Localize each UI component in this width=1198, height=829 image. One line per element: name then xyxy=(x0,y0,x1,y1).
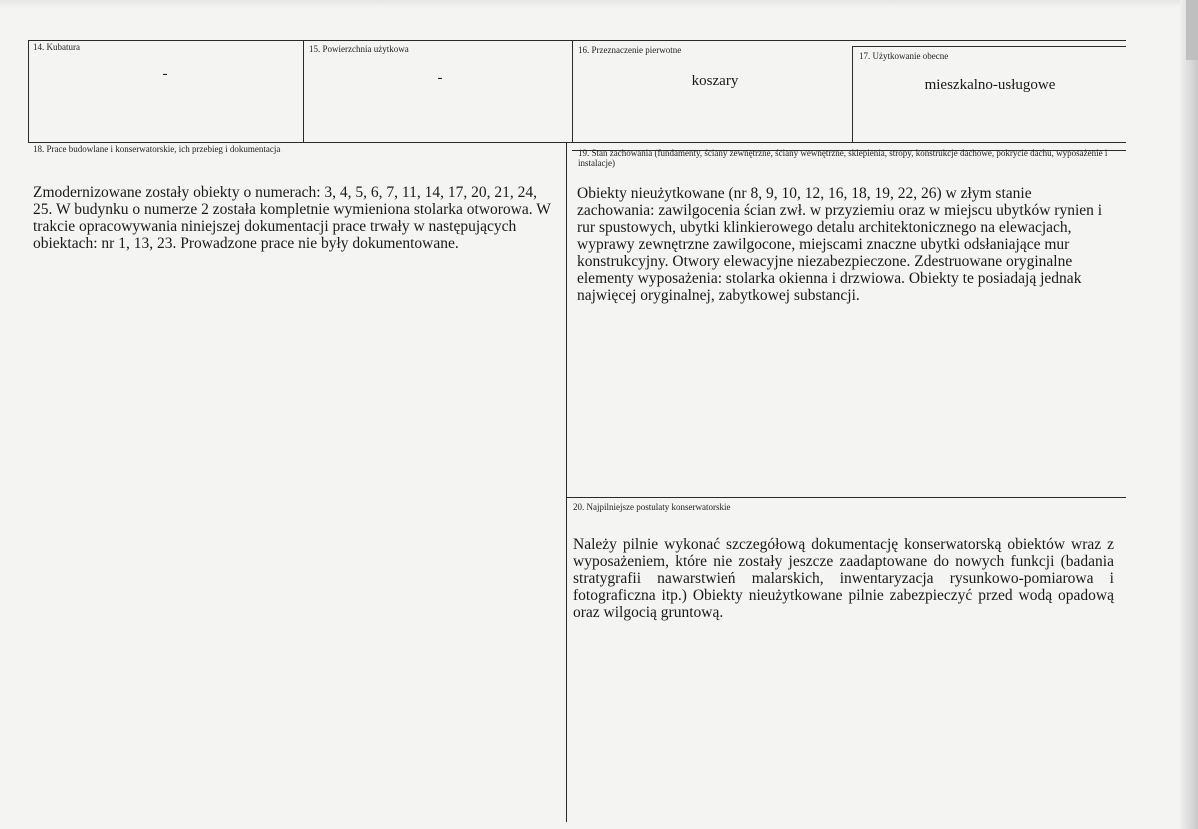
field-label-prace: 18. Prace budowlane i konserwatorskie, ich przebieg i dokumentacja xyxy=(33,144,281,154)
field-value-powierzchnia: - xyxy=(437,70,443,86)
field-text-prace: Zmodernizowane zostały obiekty o numerach: 3, 4, 5, 6, 7, 11, 14, 17, 20, 21, 24, 25. W budynku o numerze 2 została kompletnie wymieniona stolarka otworowa. W trakcie opracowywania niniejszej dokumentacji prace trwały w następujących obiektach: nr 1, 13, 23. Prowadzone prace nie były dokumentowane. xyxy=(33,184,551,252)
field-label-kubatura: 14. Kubatura xyxy=(33,42,80,52)
scan-edge-top xyxy=(0,0,1198,8)
grid-line-center xyxy=(566,142,567,822)
field-value-kubatura: - xyxy=(162,66,168,82)
grid-line-v3 xyxy=(852,46,853,143)
scan-edge-right xyxy=(1180,0,1198,829)
field-text-stan: Obiekty nieużytkowane (nr 8, 9, 10, 12, 16, 18, 19, 22, 26) w złym stanie zachowania: zawilgocenia ścian zwł. w przyziemiu oraz w miejscu ubytków rynien i rur spustowych, ubytki klinkierowego detalu architektonicznego na elewacjach, wyprawy zewnętrzne zawilgocone, miejscami znaczne ubytki odsłaniające mur konstrukcyjny. Otwory elewacyjne niezabezpieczone. Zdestruowane oryginalne elementy wyposażenia: stolarka okienna i drzwiowa. Obiekty te posiadają jednak najwięcej oryginalnej, zabytkowej substancji. xyxy=(577,185,1103,304)
scan-edge-shadow xyxy=(1186,0,1198,60)
field-label-uzytkowanie: 17. Użytkowanie obecne xyxy=(859,51,949,61)
grid-line-row1-bottom xyxy=(28,142,1126,143)
grid-line-top xyxy=(28,40,1126,41)
grid-line-v2 xyxy=(572,40,573,143)
field-label-postulaty: 20. Najpilniejsze postulaty konserwatorskie xyxy=(573,502,731,512)
field-text-postulaty: Należy pilnie wykonać szczegółową dokumentację konserwatorską obiektów wraz z wyposażeniem, które nie zostały jeszcze zaadaptowane do nowych funkcji (badania stratygrafii nawarstwień malarskich, inwentaryzacja rysunkowo-pomiarowa i fotograficzna itp.) Obiekty nieużytkowane pilnie zabezpieczyć przed wodą opadową oraz wilgocią gruntową. xyxy=(573,536,1114,621)
grid-line-v1 xyxy=(303,40,304,143)
field-value-przeznaczenie: koszary xyxy=(691,73,739,89)
grid-line-left xyxy=(28,40,29,143)
field-value-uzytkowanie: mieszkalno-usługowe xyxy=(924,77,1056,93)
field-label-powierzchnia: 15. Powierzchnia użytkowa xyxy=(309,44,409,54)
grid-line-field20-top xyxy=(566,497,1126,498)
field-label-przeznaczenie: 16. Przeznaczenie pierwotne xyxy=(578,45,682,55)
grid-line-field17-top xyxy=(852,46,1126,47)
field-label-stan: 19. Stan zachowania (fundamenty, ściany zewnętrzne, ściany wewnętrzne, sklepienia, stropy, konstrukcje dachowe, pokrycie dachu, wyposażenie i instalacje) xyxy=(578,148,1108,168)
